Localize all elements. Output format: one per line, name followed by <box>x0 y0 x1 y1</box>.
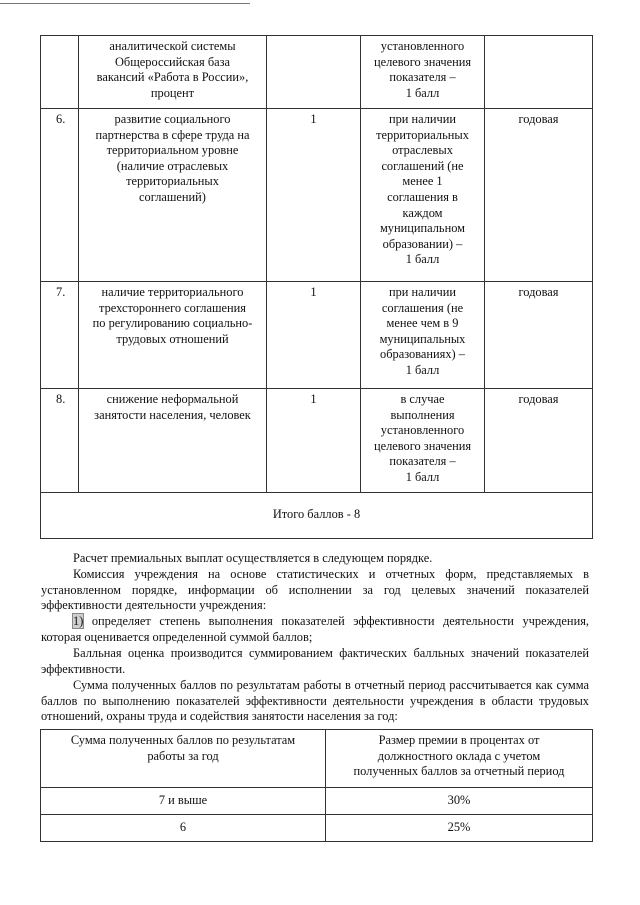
indicator-condition: в случае выполнения установленного целевого значения показателя – 1 балл <box>361 389 485 493</box>
criteria-table <box>40 35 593 539</box>
column-header-points: Сумма полученных баллов по результатам работы за год <box>41 730 326 788</box>
indicator-period: годовая <box>485 389 593 493</box>
paragraph-determines <box>41 614 589 645</box>
indicator-weight: 1 <box>267 389 361 493</box>
indicator-name: наличие территориального трехстороннего соглашения по регулированию социально- трудовых отношений <box>79 282 267 389</box>
indicator-weight <box>267 36 361 109</box>
bonus-table <box>40 729 593 842</box>
paragraph-sum: Сумма полученных баллов по результатам работы в отчетный период рассчитывается как сумма баллов по выполнению показателей эффективности деятельности учреждения в области трудовых отношений, охраны труда и содействия занятости населения за год: <box>41 678 589 724</box>
bonus-value: 25% <box>326 815 593 842</box>
indicator-name: снижение неформальной занятости населения, человек <box>79 389 267 493</box>
indicator-weight: 1 <box>267 109 361 282</box>
indicator-condition: при наличии территориальных отраслевых соглашений (не менее 1 соглашения в каждом муниципальном образовании) – 1 балл <box>361 109 485 282</box>
table-row <box>41 788 593 815</box>
row-number: 7. <box>41 282 79 389</box>
total-score: Итого баллов - 8 <box>41 493 593 539</box>
table-row <box>41 815 593 842</box>
table-row <box>41 282 593 389</box>
indicator-period: годовая <box>485 109 593 282</box>
indicator-name: аналитической системы Общероссийская база вакансий «Работа в России», процент <box>79 36 267 109</box>
row-number: 6. <box>41 109 79 282</box>
bonus-value: 30% <box>326 788 593 815</box>
top-rule <box>0 3 250 4</box>
table-row <box>41 109 593 282</box>
points-value: 6 <box>41 815 326 842</box>
paragraph-scoring: Балльная оценка производится суммированием фактических балльных значений показателей эффективности. <box>41 646 589 676</box>
table-header-row <box>41 730 593 788</box>
total-row <box>41 493 593 539</box>
indicator-condition: установленного целевого значения показателя – 1 балл <box>361 36 485 109</box>
column-header-bonus: Размер премии в процентах от должностного оклада с учетом полученных баллов за отчетный период <box>326 730 593 788</box>
indicator-period: годовая <box>485 282 593 389</box>
points-value: 7 и выше <box>41 788 326 815</box>
row-number <box>41 36 79 109</box>
list-marker: 1) <box>73 614 84 628</box>
paragraph-determines-text: определяет степень выполнения показателей эффективности деятельности учреждения, которая оценивается определенной суммой баллов; <box>41 614 589 644</box>
table-row <box>41 389 593 493</box>
row-number: 8. <box>41 389 79 493</box>
indicator-name: развитие социального партнерства в сфере труда на территориальном уровне (наличие отраслевых территориальных соглашений) <box>79 109 267 282</box>
paragraph-commission: Комиссия учреждения на основе статистических и отчетных форм, представляемых в установленном порядке, информации об исполнении за год целевых значений показателей эффективности деятельности учреждения: <box>41 567 589 613</box>
indicator-period <box>485 36 593 109</box>
paragraph-procedure: Расчет премиальных выплат осуществляется в следующем порядке. <box>73 551 433 565</box>
indicator-condition: при наличии соглашения (не менее чем в 9 муниципальных образованиях) – 1 балл <box>361 282 485 389</box>
indicator-weight: 1 <box>267 282 361 389</box>
table-row <box>41 36 593 109</box>
